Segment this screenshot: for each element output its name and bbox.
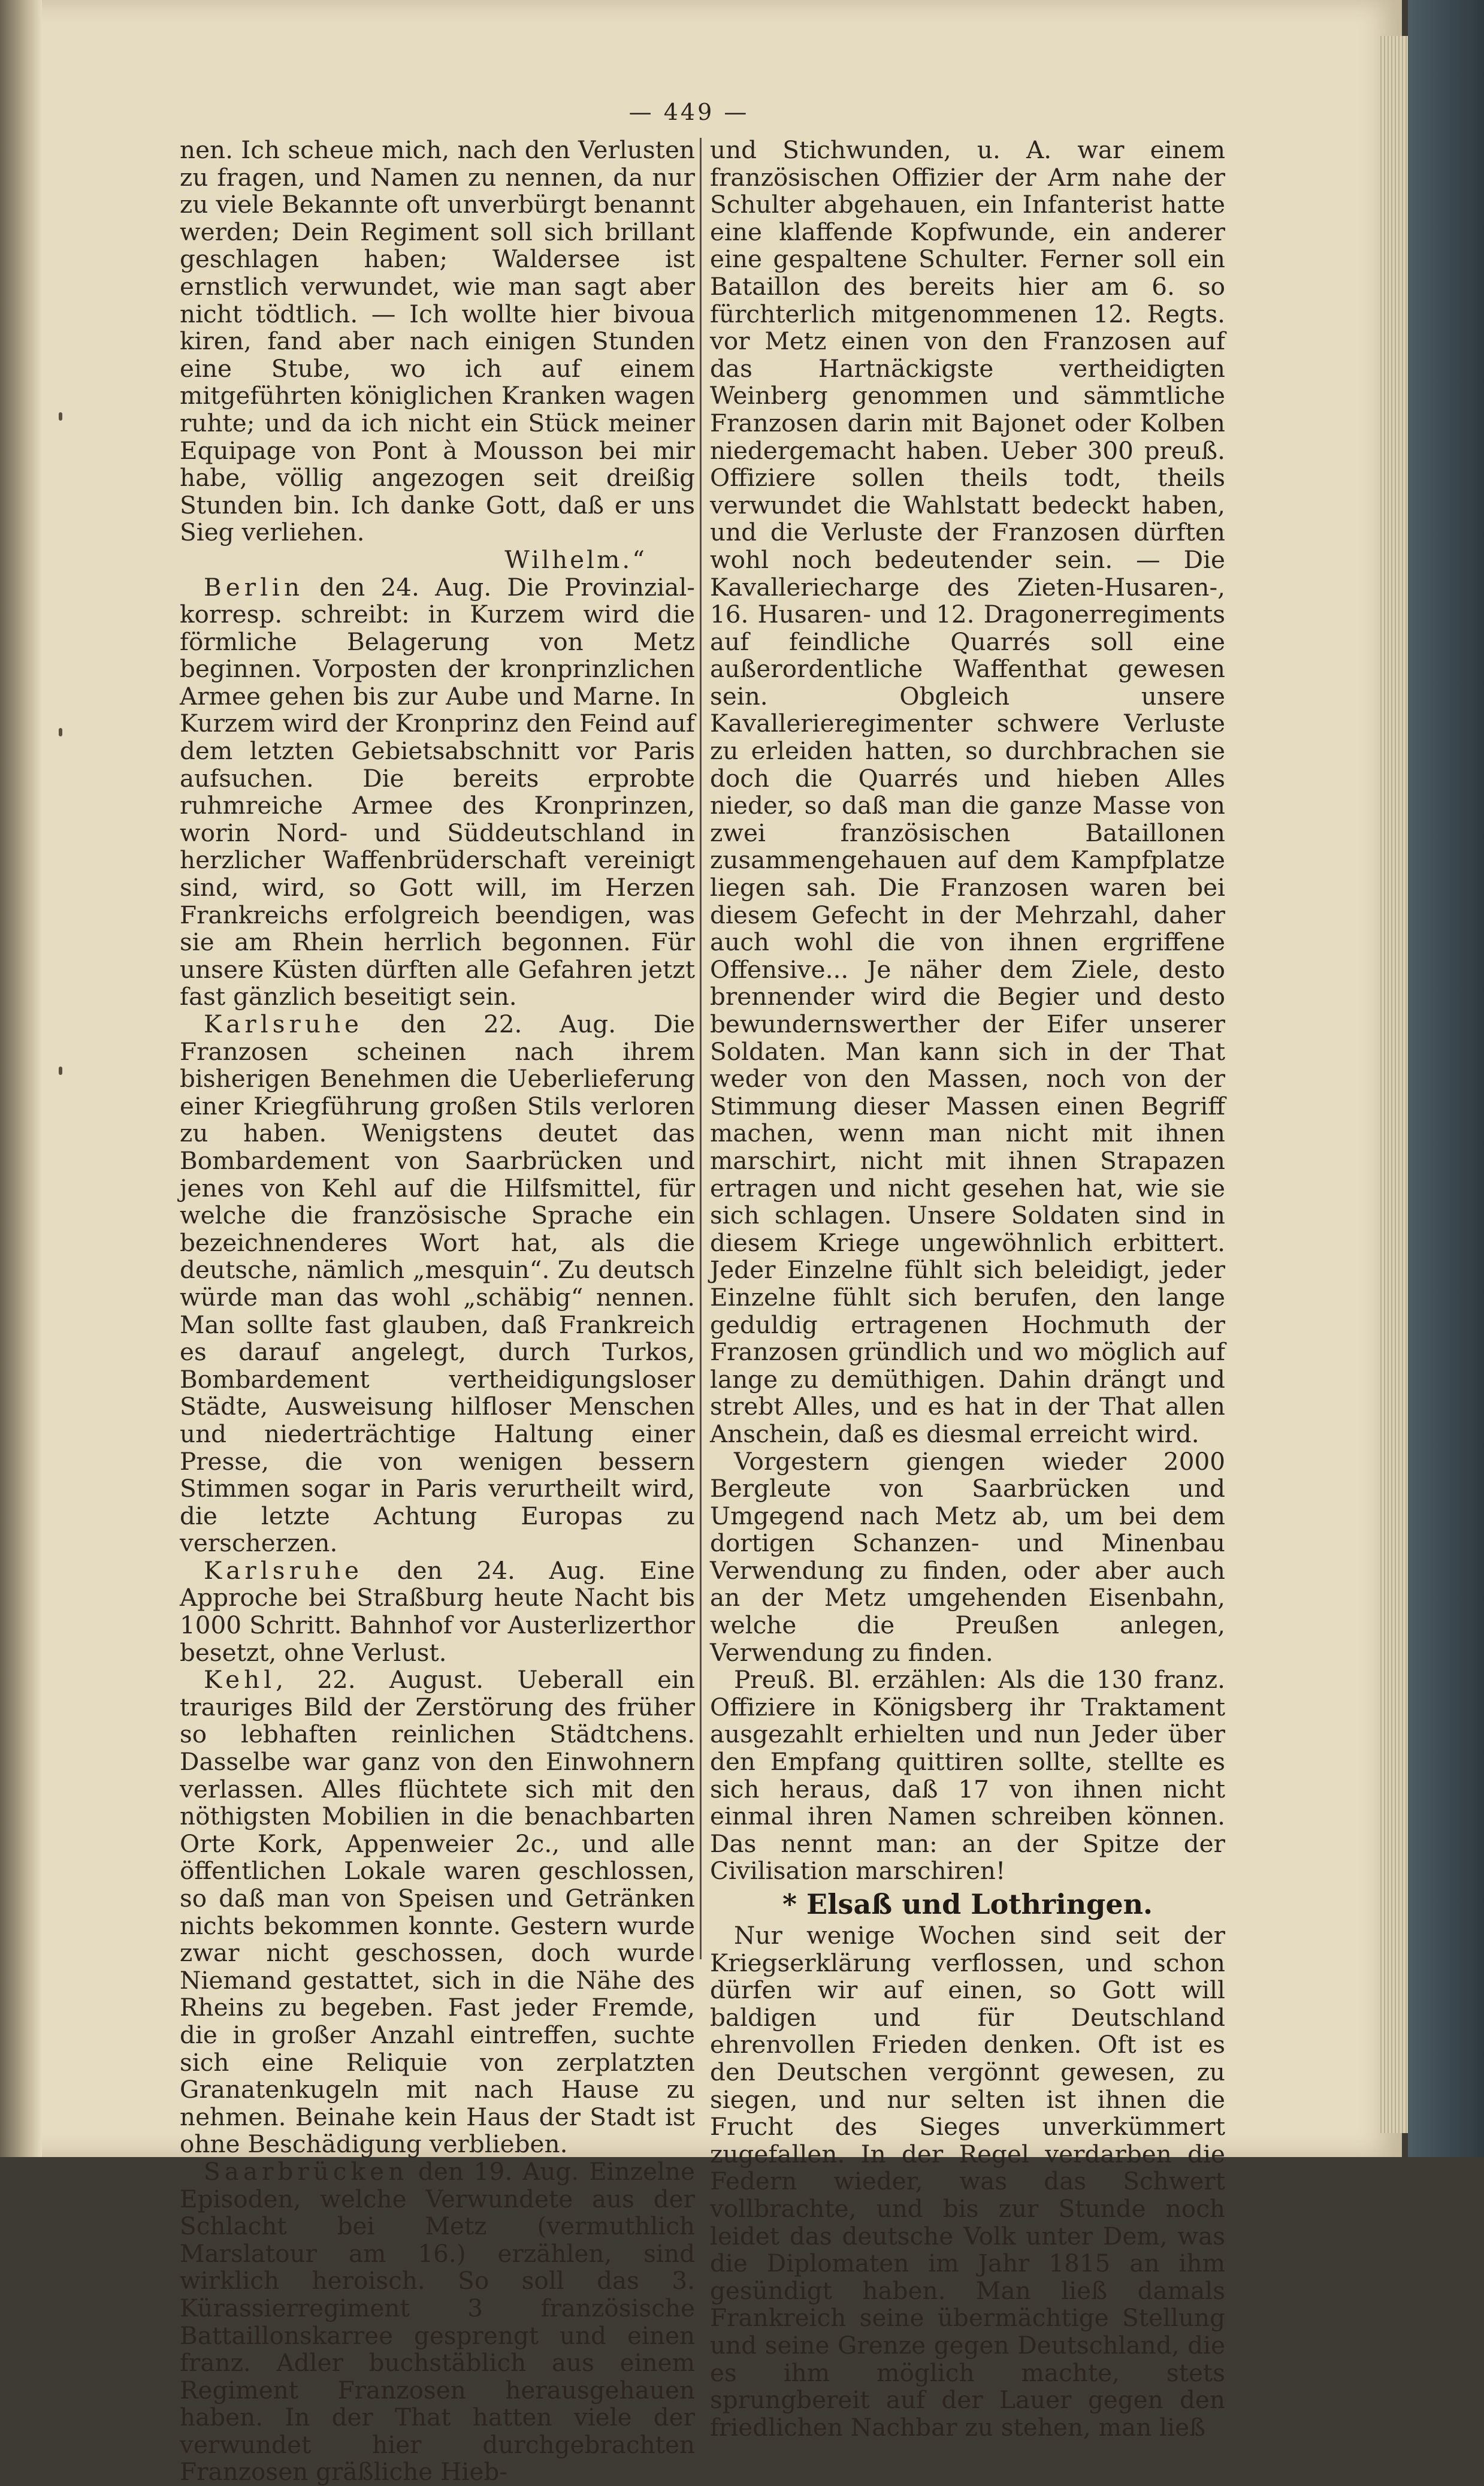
paragraph-karlsruhe-22 <box>180 1011 695 1557</box>
margin-mark <box>59 412 62 421</box>
dateline-place: Karlsruhe <box>204 1010 363 1038</box>
signature: Wilhelm.“ <box>504 545 647 574</box>
paragraph-letter-end: nen. Ich scheue mich, nach den Verlusten zu fragen, und Namen zu nennen, da nur zu viele Bekannte oft unverbürgt benannt werden; Dein Regiment soll sich brillant geschlagen haben; Waldersee ist ernstlich verwundet, wie man sagt aber nicht tödtlich. — Ich wollte hier bivoua kiren, fand aber nach einigen Stunden eine Stube, wo ich auf einem mitgeführten königlichen Kranken wagen ruhte; und da ich nicht ein Stück meiner Equipage von Pont à Mousson bei mir habe, völlig angezogen seit dreißig Stunden bin. Ich danke Gott, daß er uns Sieg verliehen. <box>180 135 695 547</box>
page-number: — 449 — <box>628 99 749 125</box>
paragraph-karlsruhe-24 <box>180 1557 695 1666</box>
paragraph-body: den 19. Aug. Einzelne Episoden, welche Verwundete aus der Schlacht bei Metz (vermuthlich Marslatour am 16.) erzählen, sind wirklich heroisch. So soll das 3. Kürassierregiment 3 französische Battaillonskarree gesprengt und einen franz. Adler buchstäblich aus einem Regiment Franzosen herausgehauen haben. In der That hatten viele der verwundet hier durchgebrachten Franzosen gräßliche Hieb- <box>180 2156 695 2486</box>
column-divider <box>700 138 702 1959</box>
dateline-place: Karlsruhe <box>204 1555 363 1585</box>
binding-gutter <box>0 0 42 2157</box>
paragraph-continuation: und Stichwunden, u. A. war einem französischen Offizier der Arm nahe der Schulter abgehauen, ein Infanterist hatte eine klaffende Kopfwunde, ein anderer eine gespaltene Schulter. Ferner soll ein Bataillon des bereits hier am 6. so fürchterlich mitgenommenen 12. Regts. vor Metz einen von den Franzosen auf das Hartnäckigste vertheidigten Weinberg genommen und sämmtliche Franzosen darin mit Bajonet oder Kolben niedergemacht haben. Ueber 300 preuß. Offiziere sollen theils todt, theils verwundet die Wahlstatt bedeckt haben, und die Verluste der Franzosen dürften wohl noch bedeutender sein. — Die Kavalleriecharge des Zieten-Husaren-, 16. Husaren- und 12. Dragonerregiments auf feindliche Quarrés soll eine außerordentliche Waffenthat gewesen sein. Obgleich unsere Kavallerieregimenter schwere Verluste zu erleiden hatten, so durchbrachen sie doch die Quarrés und hieben Alles nieder, so daß man die ganze Masse von zwei französischen Bataillonen zusammengehauen auf dem Kampfplatze liegen sah. Die Franzosen waren bei diesem Gefecht in der Mehrzahl, daher auch wohl die von ihnen ergriffene Offensive... Je näher dem Ziele, desto brennender wird die Begier und desto bewundernswerther der Eifer unserer Soldaten. Man kann sich in der That weder von den Massen, noch von der Stimmung dieser Massen einen Begriff machen, wenn man nicht mit ihnen marschirt, nicht mit ihnen Strapazen ertragen und nicht gesehen hat, wie sie sich schlagen. Unsere Soldaten sind in diesem Kriege ungewöhnlich erbittert. Jeder Einzelne fühlt sich beleidigt, jeder Einzelne fühlt sich berufen, den lange geduldig ertragenen Hochmuth der Franzosen gründlich und wo möglich auf lange zu demüthigen. Dahin drängt und strebt Alles, und es hat in der That allen Anschein, daß es diesmal erreicht wird. <box>710 135 1225 1448</box>
paragraph-body: , 22. August. Ueberall ein trauriges Bild der Zerstörung des früher so lebhaften reinlichen Städtchens. Dasselbe war ganz von den Einwohnern verlassen. Alles flüchtete sich mit den nöthigsten Mobilien in die benachbarten Orte Kork, Appenweier 2c., und alle öffentlichen Lokale waren geschlossen, so daß man von Speisen und Getränken nichts bekommen konnte. Gestern wurde zwar nicht geschossen, doch wurde Niemand gestattet, sich in die Nähe des Rheins zu begeben. Fast jeder Fremde, die in großer Anzahl eintreffen, suchte sich eine Reliquie von zerplatzten Granatenkugeln mit nach Hause zu nehmen. Beinahe kein Haus der Stadt ist ohne Beschädigung verblieben. <box>180 1665 695 2159</box>
left-column <box>180 137 695 2486</box>
paragraph-body: den 22. Aug. Die Franzosen scheinen nach ihrem bisherigen Benehmen die Ueberlieferung einer Kriegführung großen Stils verloren zu haben. Wenigstens deutet das Bombardement von Saarbrücken und jenes von Kehl auf die Hilfsmittel, für welche die französische Sprache ein bezeichnenderes Wort hat, als die deutsche, nämlich „mesquin“. Zu deutsch würde man das wohl „schäbig“ nennen. Man sollte fast glauben, daß Frankreich es darauf angelegt, durch Turkos, Bombardement vertheidigungsloser Städte, Ausweisung hilfloser Menschen und niederträchtige Haltung einer Presse, die von wenigen bessern Stimmen sogar in Paris verurtheilt wird, die letzte Achtung Europas zu verscherzen. <box>180 1010 695 1558</box>
paragraph-saarbruecken <box>180 2158 695 2486</box>
paragraph-kehl <box>180 1666 695 2158</box>
margin-mark <box>59 1067 62 1075</box>
section-heading: * Elsaß und Lothringen. <box>782 1888 1153 1920</box>
dateline-place: Berlin <box>204 572 304 602</box>
dateline-place: Kehl <box>204 1665 276 1694</box>
paragraph-berlin <box>180 574 695 1011</box>
dateline-place: Saarbrücken <box>204 2156 409 2186</box>
paragraph-elsass: Nur wenige Wochen sind seit der Kriegserklärung verflossen, und schon dürfen wir auf einen, so Gott will baldigen und für Deutschland ehrenvollen Frieden denken. Oft ist es den Deutschen vergönnt gewesen, zu siegen, und nur selten ist ihnen die Frucht des Sieges unverkümmert zugefallen. In der Regel verdarben die Federn wieder, was das Schwert vollbrachte, und bis zur Stunde noch leidet das deutsche Volk unter Dem, was die Diplomaten im Jahr 1815 an ihm gesündigt haben. Man ließ damals Frankreich seine übermächtige Stellung und seine Grenze gegen Deutschland, die es ihm möglich machte, stets sprungbereit auf der Lauer gegen den friedlichen Nachbar zu stehen, man ließ <box>710 1921 1225 2442</box>
margin-mark <box>59 728 62 736</box>
page-stack-edge <box>1378 36 1408 2133</box>
paragraph-bergleute: Vorgestern giengen wieder 2000 Bergleute von Saarbrücken und Umgegend nach Metz ab, um bei dem dortigen Schanzen- und Minenbau Verwendung zu finden, oder aber auch an der Metz umgehenden Eisenbahn, welche die Preußen anlegen, Verwendung zu finden. <box>710 1446 1225 1667</box>
book-cover <box>1408 0 1484 2157</box>
paragraph-body: den 24. Aug. Eine Approche bei Straßburg heute Nacht bis 1000 Schritt. Bahnhof vor Austerlizerthor besetzt, ohne Verlust. <box>180 1555 695 1667</box>
paragraph-koenigsberg: Preuß. Bl. erzählen: Als die 130 franz. Offiziere in Königsberg ihr Traktament ausgezahlt erhielten und nun Jeder über den Empfang quittiren sollte, stellte es sich heraus, daß 17 von ihnen nicht einmal ihren Namen schreiben können. Das nennt man: an der Spitze der Civilisation marschiren! <box>710 1665 1225 1886</box>
right-column <box>710 137 1225 2441</box>
paragraph-body: den 24. Aug. Die Provinzial-korresp. schreibt: in Kurzem wird die förmliche Belagerung von Metz beginnen. Vorposten der kronprinzlichen Armee gehen bis zur Aube und Marne. In Kurzem wird der Kronprinz den Feind auf dem letzten Gebietsabschnitt vor Paris aufsuchen. Die bereits erprobte ruhmreiche Armee des Kronprinzen, worin Nord- und Süddeutschland in herzlicher Waffenbrüderschaft vereinigt sind, wird, so Gott will, im Herzen Frankreichs erfolgreich beendigen, was sie am Rhein herrlich begonnen. Für unsere Küsten dürften alle Gefahren jetzt fast gänzlich beseitigt sein. <box>180 572 695 1011</box>
